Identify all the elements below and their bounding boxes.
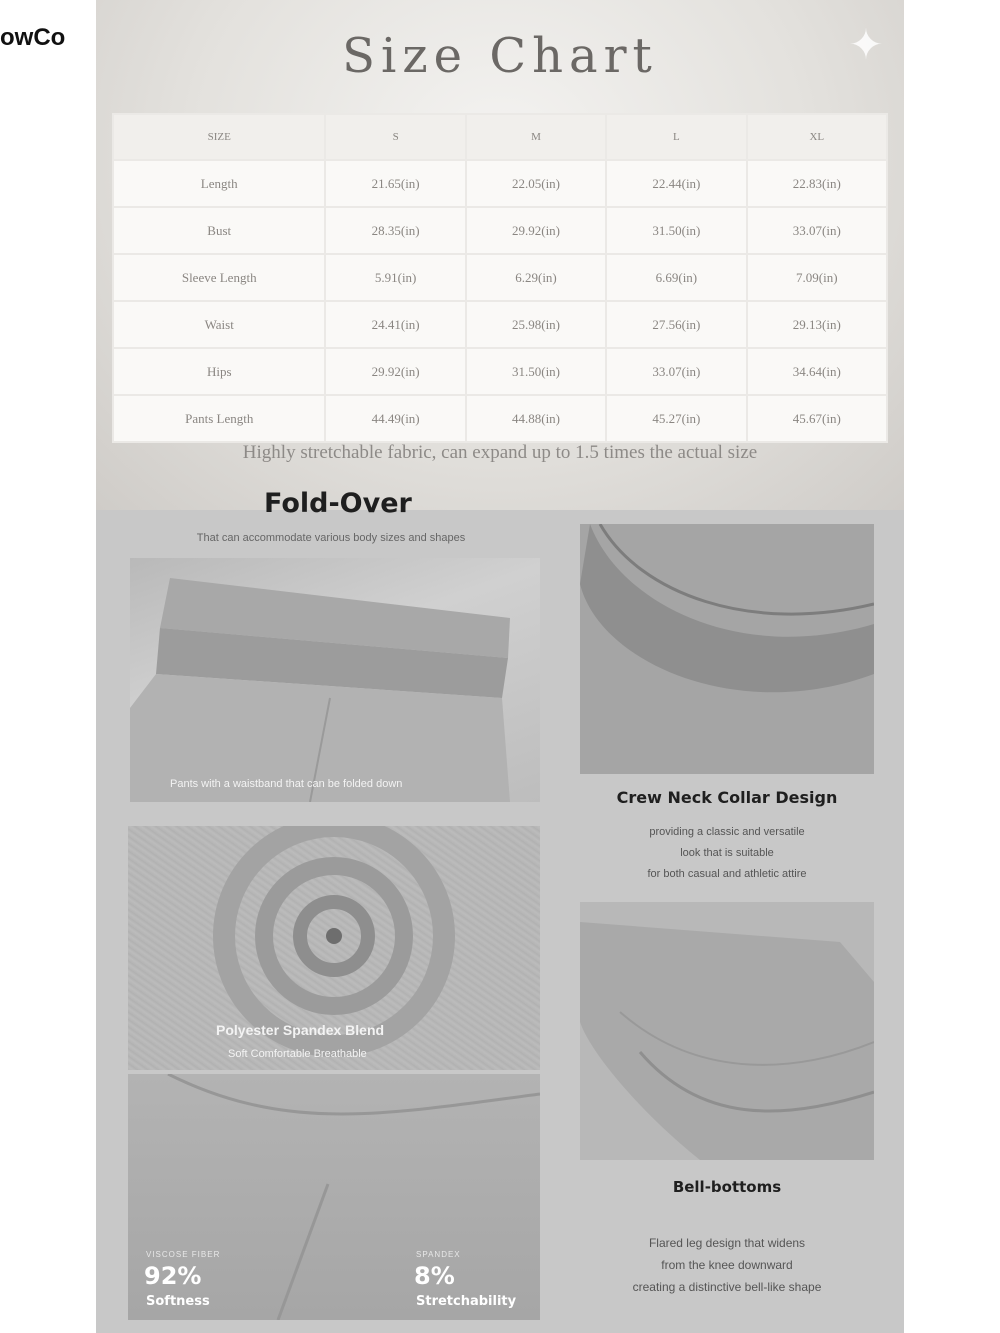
sparkle-icon: ✦ xyxy=(848,20,884,69)
table-cell: 6.69(in) xyxy=(606,254,746,301)
table-row xyxy=(113,254,887,301)
bell-bottoms-description xyxy=(580,1232,874,1298)
table-cell: 33.07(in) xyxy=(606,348,746,395)
spandex-tag: SPANDEX xyxy=(416,1250,461,1259)
material-stats-photo xyxy=(128,1074,540,1320)
table-cell: 31.50(in) xyxy=(466,348,606,395)
size-chart-title: Size Chart xyxy=(342,28,658,84)
crew-neck-description xyxy=(580,822,874,885)
description-line: Flared leg design that widens xyxy=(648,1236,806,1250)
description-line: creating a distinctive bell-like shape xyxy=(632,1280,822,1294)
table-cell: Length xyxy=(113,160,325,207)
table-header-row xyxy=(113,114,887,160)
blend-title: Polyester Spandex Blend xyxy=(216,1022,385,1038)
bell-bottoms-photo xyxy=(580,902,874,1160)
size-chart-section xyxy=(96,0,904,510)
folded-leg-illustration xyxy=(580,902,874,1160)
fold-over-subtitle: That can accommodate various body sizes and shapes xyxy=(196,532,466,544)
table-cell: 45.67(in) xyxy=(747,395,887,442)
description-line: providing a classic and versatile xyxy=(649,826,805,838)
description-line: look that is suitable xyxy=(680,847,774,859)
table-row xyxy=(113,301,887,348)
table-cell: 25.98(in) xyxy=(466,301,606,348)
table-cell: 45.27(in) xyxy=(606,395,746,442)
table-header-cell: SIZE xyxy=(113,114,325,160)
table-cell: 7.09(in) xyxy=(747,254,887,301)
description-line: for both casual and athletic attire xyxy=(647,868,807,880)
table-cell: 5.91(in) xyxy=(325,254,465,301)
stretch-note: Highly stretchable fabric, can expand up to 1.5 times the actual size xyxy=(242,442,758,463)
table-cell: Waist xyxy=(113,301,325,348)
table-row xyxy=(113,348,887,395)
brand-name: owCo xyxy=(0,24,66,51)
softness-label: Softness xyxy=(146,1294,210,1309)
table-header-cell: XL xyxy=(747,114,887,160)
table-cell: 22.44(in) xyxy=(606,160,746,207)
fold-over-title: Fold-Over xyxy=(264,488,412,519)
fold-over-photo xyxy=(130,558,540,802)
table-cell: 33.07(in) xyxy=(747,207,887,254)
table-cell: 29.92(in) xyxy=(325,348,465,395)
table-header-cell: M xyxy=(466,114,606,160)
table-header-cell: L xyxy=(606,114,746,160)
table-cell: Bust xyxy=(113,207,325,254)
table-cell: Hips xyxy=(113,348,325,395)
table-row xyxy=(113,395,887,442)
spandex-percent: 8% xyxy=(414,1262,455,1290)
description-line: from the knee downward xyxy=(661,1258,793,1272)
table-cell: 31.50(in) xyxy=(606,207,746,254)
fold-over-caption: Pants with a waistband that can be folded down xyxy=(170,778,403,790)
table-cell: 6.29(in) xyxy=(466,254,606,301)
table-cell: 22.83(in) xyxy=(747,160,887,207)
table-row xyxy=(113,207,887,254)
stretchability-label: Stretchability xyxy=(416,1294,517,1309)
table-cell: 44.88(in) xyxy=(466,395,606,442)
blend-caption: Soft Comfortable Breathable xyxy=(228,1048,367,1060)
viscose-tag: VISCOSE FIBER xyxy=(146,1250,221,1259)
table-cell: 27.56(in) xyxy=(606,301,746,348)
table-cell: 24.41(in) xyxy=(325,301,465,348)
size-table xyxy=(112,113,888,443)
table-cell: 44.49(in) xyxy=(325,395,465,442)
viscose-percent: 92% xyxy=(144,1262,202,1290)
crew-neck-photo xyxy=(580,524,874,774)
table-row xyxy=(113,160,887,207)
table-cell: 29.92(in) xyxy=(466,207,606,254)
table-cell: 29.13(in) xyxy=(747,301,887,348)
table-cell: 28.35(in) xyxy=(325,207,465,254)
crew-neck-illustration xyxy=(580,524,874,774)
table-cell: 22.05(in) xyxy=(466,160,606,207)
table-header-cell: S xyxy=(325,114,465,160)
table-cell: Sleeve Length xyxy=(113,254,325,301)
folded-waistband-illustration xyxy=(130,558,540,802)
crew-neck-title: Crew Neck Collar Design xyxy=(616,788,838,807)
table-cell: Pants Length xyxy=(113,395,325,442)
table-cell: 34.64(in) xyxy=(747,348,887,395)
fabric-swirl-photo xyxy=(128,826,540,1070)
bell-bottoms-title: Bell-bottoms xyxy=(672,1178,782,1196)
product-info-panel xyxy=(96,0,904,1333)
features-section xyxy=(96,488,904,1333)
table-cell: 21.65(in) xyxy=(325,160,465,207)
